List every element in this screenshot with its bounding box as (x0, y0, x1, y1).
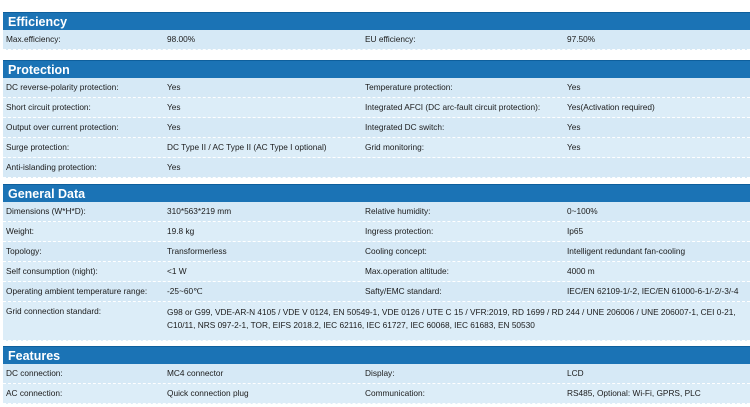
spec-label: EU efficiency: (365, 34, 416, 44)
spec-value: 98.00% (167, 34, 196, 44)
protection-section (3, 60, 750, 178)
general-data-section (3, 184, 750, 341)
spec-row (3, 364, 750, 384)
spec-row (3, 262, 750, 282)
spec-row (3, 222, 750, 242)
spec-value: 310*563*219 mm (167, 206, 232, 216)
protection-header: Protection (3, 60, 750, 78)
spec-row (3, 138, 750, 158)
spec-label: Grid connection standard: (6, 306, 102, 316)
features-header: Features (3, 346, 750, 364)
spec-label: Max.efficiency: (6, 34, 61, 44)
spec-row (3, 384, 750, 404)
spec-value: Yes (167, 162, 181, 172)
features-section (3, 346, 750, 404)
spec-row (3, 282, 750, 302)
spec-label: Weight: (6, 226, 34, 236)
spec-label: Integrated AFCI (DC arc-fault circuit protection): (365, 102, 541, 112)
general-data-header: General Data (3, 184, 750, 202)
spec-value: Yes (167, 102, 181, 112)
spec-label: Surge protection: (6, 142, 70, 152)
spec-value: 19.8 kg (167, 226, 195, 236)
spec-value: G98 or G99, VDE-AR-N 4105 / VDE V 0124, EN 50549-1, VDE 0126 / UTE C 15 / VFR:2019, RD 1699 / RD 244 / UNE 206006 / UNE 206007-1, CEI 0-21, C10/11, NRS 097-2-1, TOR, EIFS 2018.2, IEC 62116, IEC 61727, IEC 60068, IEC 61683, EN 50530 (167, 307, 736, 330)
spec-value: 97.50% (567, 34, 596, 44)
efficiency-header: Efficiency (3, 12, 750, 30)
spec-value: DC Type II / AC Type II (AC Type I optional) (167, 142, 327, 152)
spec-row (3, 78, 750, 98)
spec-value: <1 W (167, 266, 187, 276)
spec-value: Yes (167, 122, 181, 132)
spec-label: Cooling concept: (365, 246, 427, 256)
spec-value: IEC/EN 62109-1/-2, IEC/EN 61000-6-1/-2/-3/-4 (567, 286, 739, 296)
spec-row (3, 242, 750, 262)
spec-value: 0~100% (567, 206, 598, 216)
spec-value: 4000 m (567, 266, 595, 276)
spec-row (3, 302, 750, 341)
spec-label: Max.operation altitude: (365, 266, 449, 276)
spec-value: Transformerless (167, 246, 227, 256)
spec-value: LCD (567, 368, 584, 378)
spec-label: Integrated DC switch: (365, 122, 445, 132)
spec-label: Relative humidity: (365, 206, 431, 216)
efficiency-section (3, 12, 750, 50)
spec-value: MC4 connector (167, 368, 224, 378)
spec-label: Topology: (6, 246, 42, 256)
spec-value: Yes (567, 122, 581, 132)
spec-value: Intelligent redundant fan-cooling (567, 246, 686, 256)
spec-label: Temperature protection: (365, 82, 453, 92)
spec-label: Communication: (365, 388, 425, 398)
spec-value: Ip65 (567, 226, 584, 236)
spec-label: Output over current protection: (6, 122, 119, 132)
spec-value: Yes (567, 142, 581, 152)
spec-row (3, 118, 750, 138)
spec-label: Grid monitoring: (365, 142, 425, 152)
spec-label: Anti-islanding protection: (6, 162, 97, 172)
spec-value: Yes(Activation required) (567, 102, 655, 112)
spec-value: -25~60℃ (167, 286, 203, 296)
spec-label: Self consumption (night): (6, 266, 98, 276)
spec-row (3, 98, 750, 118)
spec-row (3, 202, 750, 222)
spec-value: Yes (567, 82, 581, 92)
spec-value: Yes (167, 82, 181, 92)
spec-label: Safty/EMC standard: (365, 286, 442, 296)
spec-label: Dimensions (W*H*D): (6, 206, 86, 216)
spec-row (3, 158, 750, 178)
spec-label: Short circuit protection: (6, 102, 91, 112)
spec-label: AC connection: (6, 388, 63, 398)
spec-label: Operating ambient temperature range: (6, 286, 148, 296)
spec-row (3, 30, 750, 50)
spec-label: Display: (365, 368, 395, 378)
spec-value: RS485, Optional: Wi-Fi, GPRS, PLC (567, 388, 701, 398)
spec-label: Ingress protection: (365, 226, 434, 236)
spec-value: Quick connection plug (167, 388, 249, 398)
spec-label: DC reverse-polarity protection: (6, 82, 119, 92)
spec-label: DC connection: (6, 368, 63, 378)
